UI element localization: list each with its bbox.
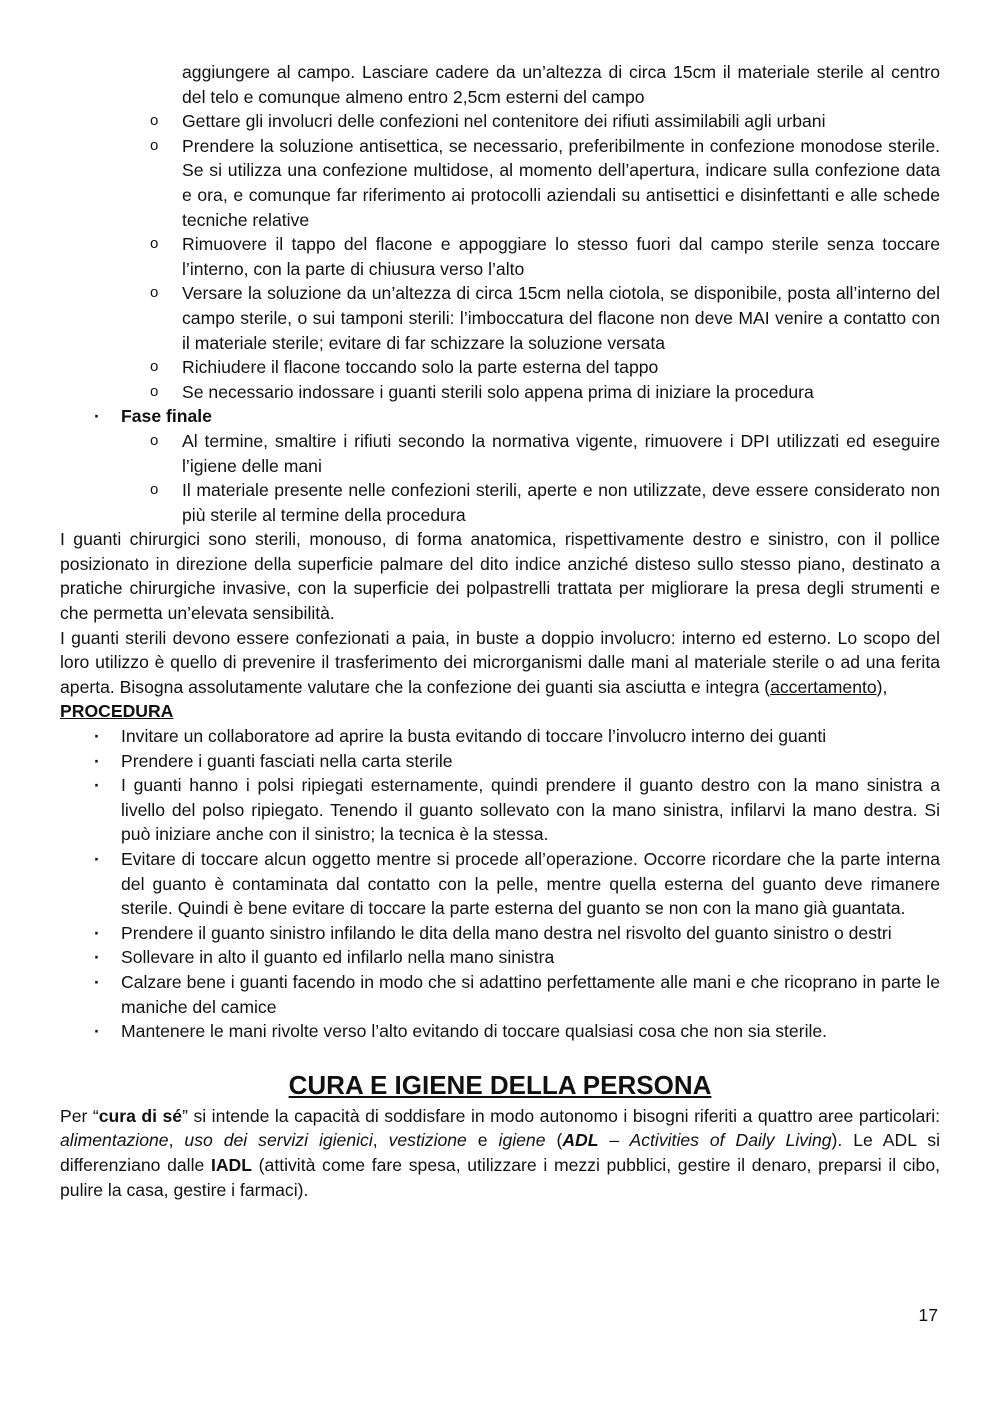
dot-bullet-icon: · <box>94 406 100 427</box>
list-item: o Il materiale presente nelle confezioni sterili, aperte e non utilizzate, deve essere considerato non più sterile al termine della procedura <box>150 480 940 525</box>
list-item: o Gettare gli involucri delle confezioni nel contenitore dei rifiuti assimilabili agli urbani <box>60 109 940 134</box>
circle-bullet-icon: o <box>150 235 159 253</box>
list-item: · Prendere il guanto sinistro infilando le dita della mano destra nel risvolto del guanto sinistro o destri <box>60 921 940 946</box>
list-item: · Sollevare in alto il guanto ed infilarlo nella mano sinistra <box>60 945 940 970</box>
section-title: CURA E IGIENE DELLA PERSONA <box>288 1069 712 1100</box>
circle-bullet-icon: o <box>150 481 159 499</box>
circle-bullet-icon: o <box>150 136 159 154</box>
sub-list-2 <box>60 429 940 527</box>
dot-bullet-icon: · <box>94 971 100 992</box>
list-item: · Mantenere le mani rivolte verso l’alto evitando di toccare qualsiasi cosa che non sia sterile. <box>60 1019 940 1044</box>
procedure-heading: PROCEDURA <box>60 701 174 722</box>
intro-continuation: aggiungere al campo. Lasciare cadere da un’altezza di circa 15cm il materiale sterile al centro del telo e comunque almeno entro 2,5cm esterni del campo <box>182 62 940 107</box>
list-item: · Invitare un collaboratore ad aprire la busta evitando di toccare l’involucro interno dei guanti <box>60 724 940 749</box>
page-number: 17 <box>918 1305 938 1325</box>
list-item: · Calzare bene i guanti facendo in modo che si adattino perfettamente alle mani e che ricoprano in parte le maniche del camice <box>94 971 940 1017</box>
dot-bullet-icon: · <box>94 775 100 796</box>
dot-bullet-icon: · <box>94 849 100 869</box>
dot-bullet-icon: · <box>94 1021 100 1042</box>
dot-bullet-icon: · <box>94 922 100 943</box>
list-item: o Prendere la soluzione antisettica, se necessario, preferibilmente in confezione monodose sterile. Se si utilizza una confezione multidose, al momento dell’apertura, indicare sulla confezione data e ora, e comunque far riferimento ai protocolli aziendali su antisettici e disinfettanti e alle schede tecniche relative <box>150 135 940 230</box>
circle-bullet-icon: o <box>150 284 159 302</box>
care-paragraph: Per “cura di sé” si intende la capacità di soddisfare in modo autonomo i bisogni riferiti a quattro aree particolari: alimentazione, uso dei servizi igienici, vestizione e igiene (ADL – Activities of Daily Living). Le ADL si differenziano dalle IADL (attività come fare spesa, utilizzare i mezzi pubblici, gestire il denaro, preparsi il cibo, pulire la casa, gestire i farmaci). <box>60 1105 941 1200</box>
list-item: · Evitare di toccare alcun oggetto mentre si procede all’operazione. Occorre ricordare che la parte interna del guanto è contaminata dal contatto con la pelle, mentre quella esterna del guanto deve rimanere sterile. Quindi è bene evitare di toccare la parte esterna del guanto se non con la mano già guantata. <box>94 849 940 919</box>
phase-final-heading: · Fase finale <box>60 404 940 429</box>
list-item: o Versare la soluzione da un’altezza di circa 15cm nella ciotola, se disponibile, posta all’interno del campo sterile, o sui tamponi sterili: l’imboccatura del flacone non deve MAI venire a contatto con il materiale sterile; evitare di far schizzare la soluzione versata <box>150 283 940 353</box>
dot-bullet-icon: · <box>94 750 100 771</box>
dot-bullet-icon: · <box>94 726 100 747</box>
circle-bullet-icon: o <box>150 358 159 376</box>
accertamento-link[interactable]: accertamento <box>770 676 877 697</box>
circle-bullet-icon: o <box>150 112 159 130</box>
document-page <box>60 60 940 1202</box>
circle-bullet-icon: o <box>150 431 159 449</box>
list-item: o Al termine, smaltire i rifiuti secondo la normativa vigente, rimuovere i DPI utilizzati ed eseguire l’igiene delle mani <box>150 430 940 476</box>
gloves-paragraph-1: I guanti chirurgici sono sterili, monouso, di forma anatomica, rispettivamente destro e sinistro, con il pollice posizionato in direzione della superficie palmare del dito indice anziché disteso sullo stesso piano, destinato a pratiche chirurgiche invasive, con la superficie dei polpastrelli trattata per migliorare la presa degli strumenti e che permetta un’elevata sensibilità. <box>60 529 940 624</box>
list-item: · Prendere i guanti fasciati nella carta sterile <box>60 749 940 774</box>
gloves-paragraph-2: I guanti sterili devono essere confezionati a paia, in buste a doppio involucro: interno ed esterno. Lo scopo del loro utilizzo è quello di prevenire il trasferimento dei microrganismi dalle mani al materiale sterile o ad una ferita aperta. Bisogna assolutamente valutare che la confezione dei guanti sia asciutta e integra (accertamento), <box>60 627 940 697</box>
list-item: o Rimuovere il tappo del flacone e appoggiare lo stesso fuori dal campo sterile senza toccare l’interno, con la parte di chiusura verso l’alto <box>150 234 940 279</box>
procedure-list <box>60 724 940 1044</box>
list-item: · I guanti hanno i polsi ripiegati esternamente, quindi prendere il guanto destro con la mano sinistra a livello del polso ripiegato. Tenendo il guanto sollevato con la mano sinistra, infilarvi la mano destra. Si può iniziare anche con il sinistro; la tecnica è la stessa. <box>94 775 940 845</box>
list-item: o Richiudere il flacone toccando solo la parte esterna del tappo <box>60 355 940 380</box>
list-item: o Se necessario indossare i guanti sterili solo appena prima di iniziare la procedura <box>60 380 940 405</box>
circle-bullet-icon: o <box>150 382 159 400</box>
sub-list-1 <box>60 109 940 404</box>
dot-bullet-icon: · <box>94 947 100 968</box>
